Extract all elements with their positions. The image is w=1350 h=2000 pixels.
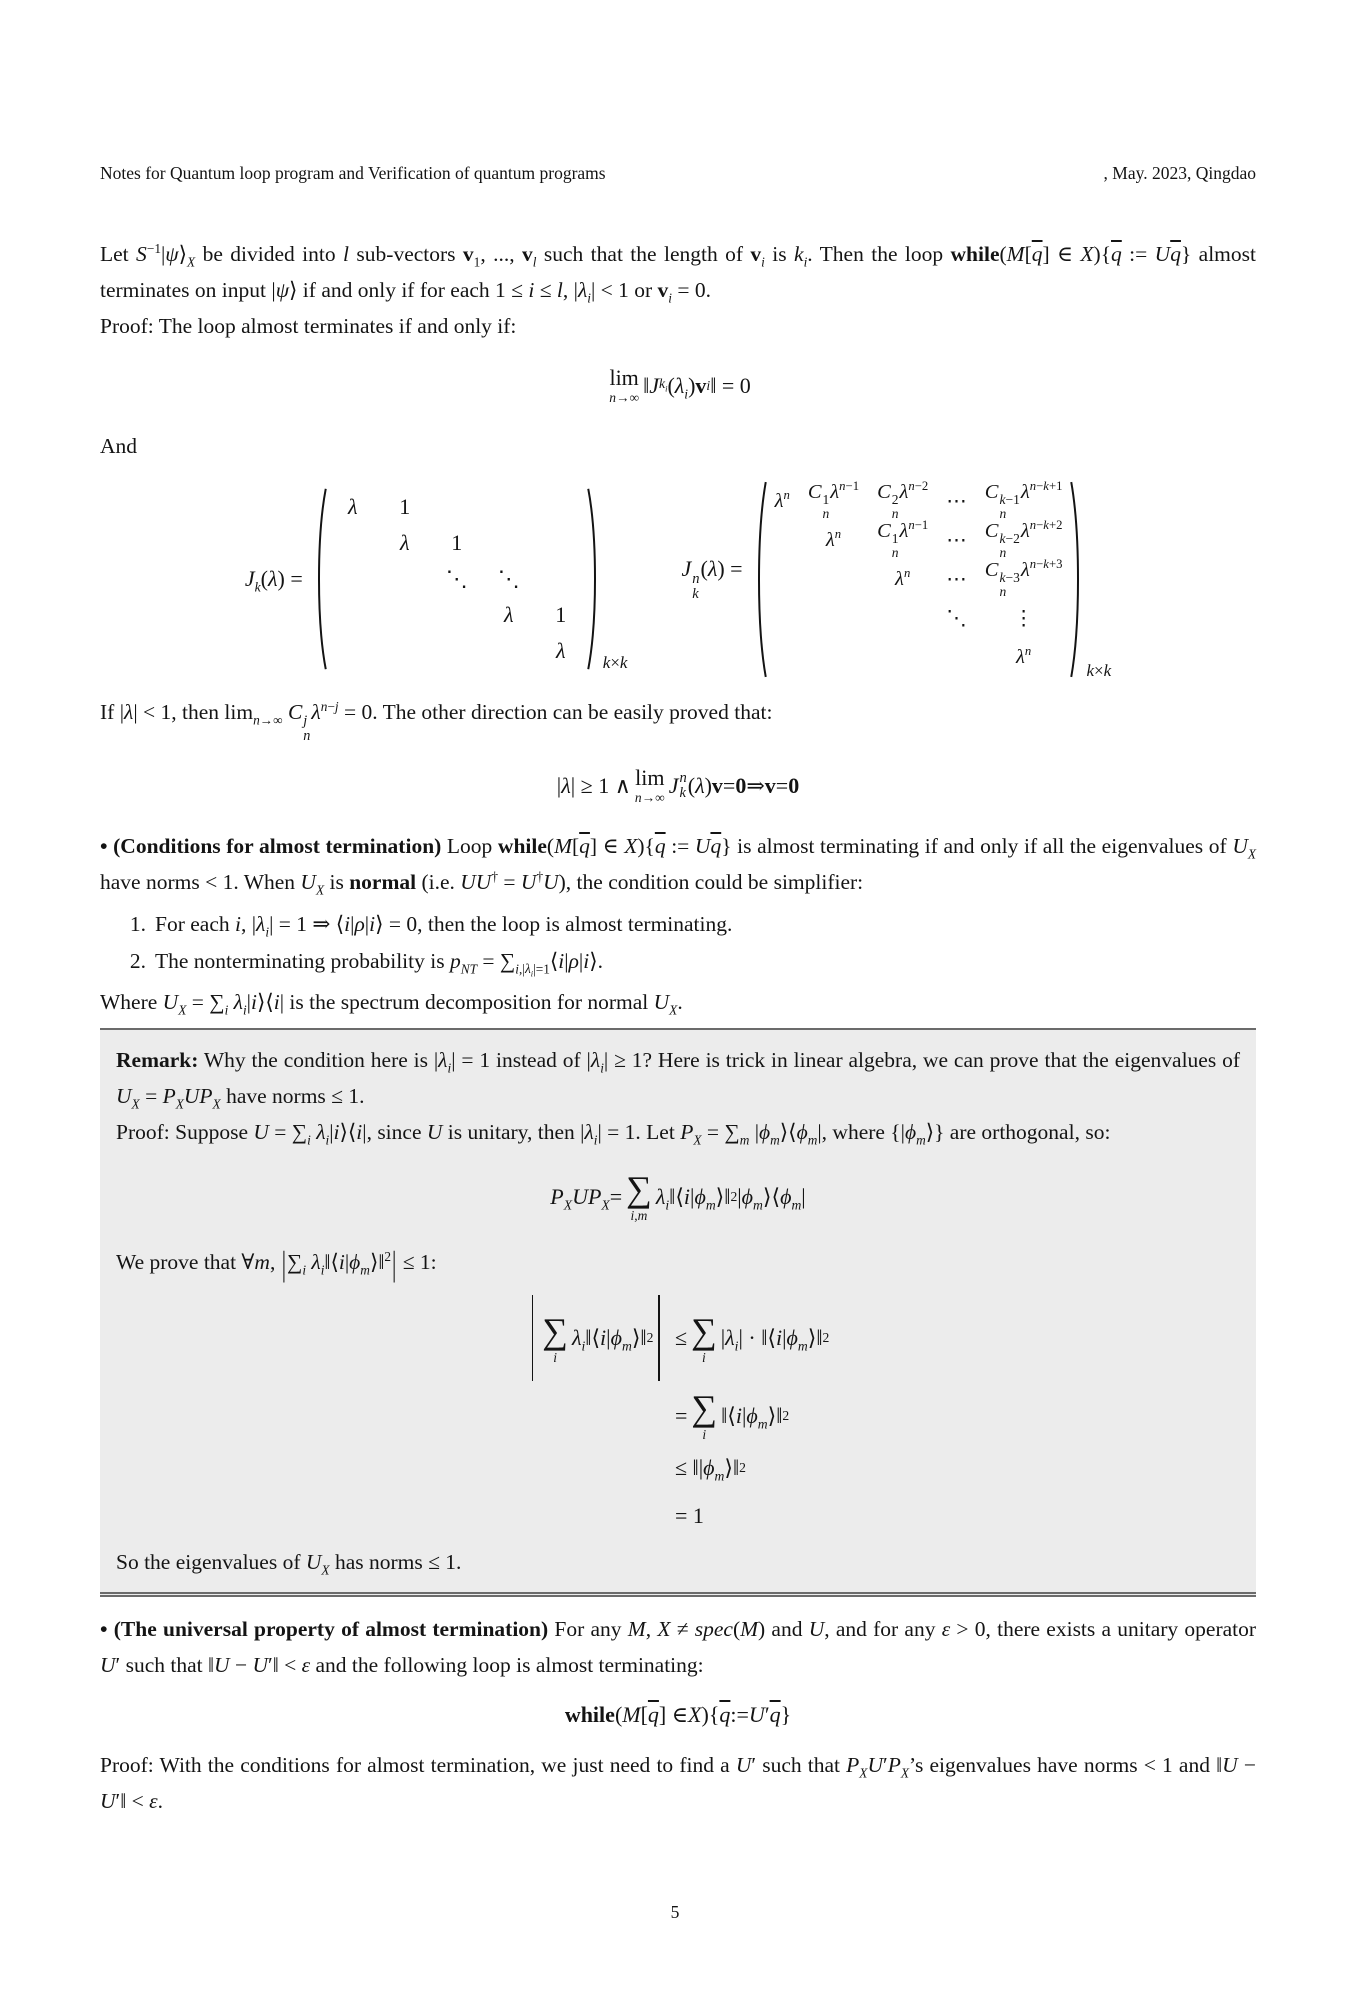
- matrix-cell: C k−2 n $\lambda^{n-k+2}$: [984, 517, 1063, 561]
- list-item: [122, 943, 1256, 980]
- matrix-jk-grid: [333, 485, 581, 673]
- display-formula-while: while ( M [ $\overline{q}$ ] ∈ X ){ $\overline{q}$ := U ′ $\overline{q}$ }: [564, 1701, 792, 1727]
- if-lambda-paragraph: If |λ| < 1, then $\lim_{n\to\infty} C$ j n $\lambda^{n-j} = 0$. The other direction can be easily proved that:: [100, 698, 773, 745]
- list-item-text: The nonterminating probability is $p_{NT}$ = $\sum_{i,|\lambda_i|=1}⟨i|\rho|i⟩$.: [155, 949, 603, 980]
- list-marker: 1.: [129, 912, 146, 937]
- matrix-cell: 1: [555, 602, 567, 627]
- matrix-cell: ⋱: [445, 566, 468, 591]
- matrix-cell: λ: [348, 494, 358, 519]
- matrix-cell: C k−1 n $\lambda^{n-k+1}$: [984, 478, 1063, 522]
- matrix-cell: $\lambda^n$: [1016, 643, 1032, 668]
- remark-statement: Remark: Why the condition here is $|\lambda_i| = 1$ instead of $|\lambda_i| \ge 1$? Here is trick in linear algebra, we can prove that the eigenvalues of $U_X = P_XUP_X$ have norms ≤ 1.: [116, 1048, 1241, 1112]
- conditions-bullet: • (Conditions for almost termination) Loop $while(M[\overline{q}]$ ∈ $X)\{\overline{q}$ := $U\overline{q}$} is almost terminating if and only if all the eigenvalues of $U_X$ have norms < 1. When $U_X$ is normal (i.e. UU† = U†U), the condition could be simplifier:: [100, 834, 1256, 898]
- matrix-cell: 1: [399, 494, 411, 519]
- where-paragraph: Where $U_X = \sum_i$ $\lambda_i|i⟩⟨i|$ is the spectrum decomposition for normal $U_X$.: [100, 990, 683, 1018]
- matrix-jkn-label: J n k (λ) =: [681, 556, 743, 602]
- matrix-jk-label: $J_k(\lambda)$ =: [244, 566, 303, 595]
- remark-prove-line: We prove that ∀m, $|\sum_i$ $\lambda_i‖⟨i|\phi_m⟩‖^2| \le 1$:: [116, 1245, 437, 1284]
- matrix-jkn-grid: [773, 478, 1065, 681]
- intro-paragraph: Let $S^{-1}|\psi⟩_X$ be divided into l sub-vectors $v_1$, ..., $v_l$ such that the length of $v_i$ is $k_i$. Then the loop $while(M[\overline{q}]$ ∈ $X)\{\overline{q}$ := $U\overline{q}$} almost terminates on input |ψ⟩ if and only if for each 1 ≤ i ≤ l, $|\lambda_i| < 1$ or $v_i = 0$.: [100, 240, 1256, 306]
- matrix-cell: $\lambda^n$: [774, 487, 790, 512]
- header-title: Notes for Quantum loop program and Verification of quantum programs: [100, 163, 606, 183]
- remark-proof: Proof: Suppose $U = \sum_i$ $\lambda_i|i⟩⟨i|$, since U is unitary, then $|\lambda_i| = 1$. Let $P_X = \sum_m$ $|\phi_m⟩⟨\phi_m|$, where $\{|\phi_m⟩\}$ are orthogonal, so:: [116, 1120, 1111, 1148]
- matrix-cell: ⋯: [946, 568, 967, 591]
- matrix-cell: $\lambda^n$: [895, 565, 911, 590]
- and-label: And: [100, 434, 138, 458]
- matrix-cell: λ: [400, 530, 410, 555]
- display-formula-direction: | λ | ≥ 1 ∧ lim n→∞ J n k ( λ ) v = 0 ⇒ v = 0: [556, 765, 800, 806]
- list-marker: 2.: [129, 949, 146, 974]
- list-item: [122, 906, 1256, 943]
- equation-rhs: ≤ ‖| $\phi_m$ ⟩‖ 2: [674, 1454, 746, 1484]
- matrix-cell: C 1 n $\lambda^{n-1}$: [807, 478, 860, 522]
- matrix-cell: C 1 n $\lambda^{n-1}$: [877, 517, 929, 561]
- matrix-cell: λ: [556, 638, 566, 663]
- equation-lhs: ∑ i $\lambda_i$ ‖⟨ i | $\phi_m$ ⟩‖ 2: [527, 1290, 665, 1386]
- matrix-jk-group: [245, 485, 628, 673]
- matrix-cell: ⋱: [497, 566, 520, 591]
- matrix-cell: 1: [451, 530, 463, 555]
- running-header: [100, 163, 1256, 184]
- matrix-cell: ⋯: [946, 529, 967, 552]
- matrix-jkn: [753, 478, 1085, 681]
- matrix-cell: ⋯: [946, 490, 967, 513]
- proof-lead-line: Proof: The loop almost terminates if and only if:: [100, 314, 517, 338]
- universal-bullet: • (The universal property of almost termination) For any M, X ≠ spec(M) and U, and for any ε > 0, there exists a unitary operator U′ such that ‖U − U′‖ < ε and the following loop is almost terminating:: [100, 1616, 1257, 1677]
- matrix-cell: C k−3 n $\lambda^{n-k+3}$: [984, 556, 1063, 600]
- left-paren-glyph: [753, 479, 768, 680]
- proof2-paragraph: Proof: With the conditions for almost termination, we just need to find a U′ such that $P_XU'P_X’s$ eigenvalues have norms < 1 and ‖U − U′‖ < ε.: [100, 1752, 1256, 1813]
- remark-conclusion: So the eigenvalues of $U_X$ has norms ≤ 1.: [116, 1549, 462, 1578]
- page-number: 5: [670, 1902, 680, 1922]
- header-venue: , May. 2023, Qingdao: [1103, 163, 1256, 183]
- matrix-cell: $\lambda^n$: [825, 526, 842, 551]
- remark-box: [100, 1028, 1256, 1597]
- remark-display-formula: $P_XUP_X$ = ∑ i,m $\lambda_i$ ‖⟨ i | $\phi_m$ ⟩‖ 2 | $\phi_m$ ⟩⟨ $\phi_m$ |: [550, 1169, 806, 1224]
- jordan-matrices: [100, 470, 1256, 688]
- display-formula-limit: lim n→∞ ‖ J $k_i$ ( $\lambda_i$ ) v i ‖ = 0: [609, 365, 751, 406]
- equation-rhs: ≤ ∑ i | $\lambda_i$ | · ‖⟨ i | $\phi_m$ ⟩‖ 2: [674, 1310, 830, 1365]
- matrix-jkn-dimension: k×k: [1086, 660, 1112, 680]
- page-body: [100, 236, 1256, 1819]
- matrix-jkn-group: [681, 478, 1111, 681]
- equation-rhs: = 1: [674, 1502, 704, 1528]
- conditions-list: [100, 906, 1256, 980]
- right-paren-glyph: [586, 486, 601, 672]
- matrix-cell: ⋮: [1013, 607, 1034, 630]
- matrix-cell: ⋱: [946, 607, 967, 630]
- matrix-cell: C 2 n $\lambda^{n-2}$: [877, 478, 929, 522]
- matrix-jk-dimension: k×k: [602, 653, 628, 672]
- right-paren-glyph: [1069, 479, 1084, 680]
- list-item-text: For each i, $|\lambda_i| = 1$ ⇒ ⟨i|ρ|i⟩ = 0, then the loop is almost terminating.: [155, 912, 733, 940]
- matrix-jk: [313, 485, 601, 673]
- matrix-cell: λ: [504, 602, 514, 627]
- equation-rhs: = ∑ i ‖⟨ i | $\phi_m$ ⟩‖ 2: [674, 1388, 790, 1443]
- left-paren-glyph: [313, 486, 328, 672]
- aligned-equations: [527, 1290, 830, 1538]
